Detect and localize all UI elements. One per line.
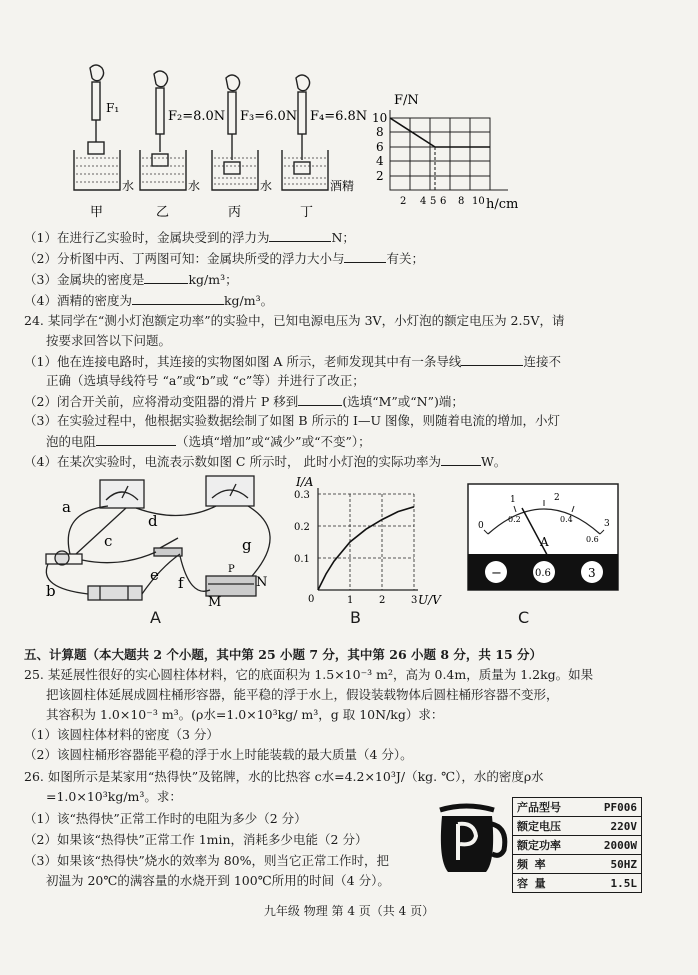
dial-tick: 0 [478,521,484,531]
wire-label-a: a [62,498,71,516]
q23-part3-unit: kg/m³； [188,272,238,287]
x-tick-label: 3 [411,595,418,606]
y-tick: 4 [376,154,384,168]
dial-tick: 0.6 [586,535,599,544]
hand-icon [154,71,168,87]
x-tick: 4 [420,196,427,207]
spec-value: 1.5L [584,874,641,893]
q24-part1-cont: 正确（选填导线符号 “a”或“b”或 “c”等）并进行了改正； [46,373,365,388]
q26-part3: （3）如果该“热得快”烧水的效率为 80%，则当它正常工作时，把 [24,853,389,868]
ammeter-dial [464,478,624,600]
kettle-icon [430,800,508,880]
force-label: F₁ [106,101,120,115]
y-tick: 10 [372,111,388,125]
voltmeter [100,480,144,508]
y-tick-label: 0.3 [294,490,310,501]
rheostat-label: N [256,575,268,590]
dial-tick: 0.4 [560,515,573,524]
spec-row [513,874,642,893]
lamp [55,551,69,565]
y-tick-label: 0.1 [294,554,310,565]
buoyancy-experiment-figure [60,62,400,227]
q26-line-1: 26. 如图所示是某家用“热得快”及铭牌，水的比热容 c水=4.2×10³J/（kg. ℃），水的密度ρ水 [24,769,544,784]
figure-c-label: C [518,608,530,627]
figure-a-label: A [150,608,161,627]
figure-b-label: B [350,608,361,627]
q25-line-2: 把该圆柱体延展成圆柱桶形容器，能平稳的浮于水上，假设装载物体后圆柱桶形容器不变形， [46,687,559,702]
force-label: F₄=6.8N [310,109,368,124]
chart-xlabel: U/V [418,593,441,607]
wire-label-f: f [178,574,184,592]
terminal-0.6: 0.6 [535,568,551,579]
q23-part4 [24,291,674,310]
q26-line-2: =1.0×10³kg/m³。求： [46,789,182,804]
answer-blank[interactable] [144,270,188,284]
q24-part4-text: （4）在某次实验时，电流表示数如图 C 所示时， 此时小灯泡的实际功率为 [24,454,441,469]
dial-unit: A [540,535,549,549]
force-label: F₃=6.0N [240,109,298,124]
q26-part2: （2）如果该“热得快”正常工作 1min，消耗多少电能（2 分） [24,832,368,847]
spec-value: PF006 [603,800,637,814]
q24-part2-tail: (选填“M”或“N”)端； [342,394,464,409]
rheostat [206,576,256,596]
liquid-label: 水 [188,179,201,193]
x-tick-label: 1 [347,595,354,606]
kettle-nameplate [512,797,642,893]
q24-part3-text: 泡的电阻 [46,434,97,449]
force-depth-graph [362,90,534,214]
spec-row [513,836,642,855]
q24-part2 [24,392,674,411]
spec-row [513,817,642,836]
terminal-3: 3 [588,566,596,580]
q25-line-3: 其容积为 1.0×10⁻³ m³。(ρ水=1.0×10³kg/ m³，g 取 10N/kg）求： [46,707,444,722]
spec-row [513,798,642,817]
x-tick: 5 [430,196,437,207]
circuit-figure-a [30,472,286,628]
wire-label-b: b [46,582,56,600]
spec-value: 220V [584,817,641,836]
q24-part3: （3）在实验过程中，他根据实验数据绘制了如图 B 所示的 I—U 图像，则随着电流的增加，小灯 [24,413,561,428]
wire-label-d: d [148,512,158,530]
q23-part3-text: （3）金属块的密度是 [24,272,145,287]
q25-line-1: 25. 某延展性很好的实心圆柱体材料，它的底面积为 1.5×10⁻³ m²，高为 0.4m，质量为 1.2kg。如果 [24,667,594,682]
q23-part2-tail: 有关； [386,251,424,266]
liquid-label: 水 [122,179,135,193]
q24-part4-unit: W。 [480,454,507,469]
dial-tick: 3 [604,519,610,529]
answer-blank[interactable] [96,432,176,446]
spec-row [513,855,642,874]
answer-blank[interactable] [441,452,481,466]
q23-part2-text: （2）分析图中丙、丁两图可知：金属块所受的浮力大小与 [24,251,345,266]
q23-part1 [24,228,674,247]
iu-curve-series [318,507,414,590]
q24-part1-tail: 连接不 [523,354,561,369]
answer-blank[interactable] [298,392,342,406]
q24-part2-text: （2）闭合开关前，应将滑动变阻器的滑片 P 移到 [24,394,299,409]
q24-part4 [24,452,674,471]
dial-tick: 0.2 [508,515,521,524]
answer-blank[interactable] [344,249,386,263]
x-tick-label: 2 [379,595,386,606]
dial-tick: 1 [510,495,516,505]
q24-part3-cont [46,432,696,451]
hand-icon [296,75,310,91]
liquid-label: 酒精 [330,179,355,193]
chart-ylabel: I/A [296,475,314,489]
answer-blank[interactable] [132,291,224,305]
x-tick: 2 [400,196,407,207]
graph-ylabel: F/N [394,93,419,108]
hand-icon [226,75,240,91]
q24-stem-1: 24. 某同学在“测小灯泡额定功率”的实验中，已知电源电压为 3V，小灯泡的额定电压为 2.5V，请 [24,313,565,328]
terminal-minus: − [491,566,502,581]
spec-value: 2000W [584,836,641,855]
q23-part4-unit: kg/m³。 [223,293,274,308]
y-tick: 8 [376,125,384,139]
x-tick: 6 [440,196,447,207]
wire-label-c: c [104,532,113,550]
answer-blank[interactable] [461,352,523,366]
q23-part1-unit: N； [331,230,355,245]
q26-part1: （1）该“热得快”正常工作时的电阻为多少（2 分） [24,811,307,826]
q23-part2 [24,249,674,268]
graph-xlabel: h/cm [486,197,519,212]
ammeter [206,476,254,506]
dial-tick: 2 [554,493,560,503]
setup-label: 丁 [300,205,314,220]
spec-key: 产品型号 [517,801,561,814]
force-label: F₂=8.0N [168,109,226,124]
hand-icon [90,65,104,81]
wire-label-e: e [150,566,159,584]
q25-part2: （2）该圆柱桶形容器能平稳的浮于水上时能装载的最大质量（4 分）。 [24,747,413,762]
q24-part1-text: （1）他在连接电路时，其连接的实物图如图 A 所示，老师发现其中有一条导线 [24,354,462,369]
q25-part1: （1）该圆柱体材料的密度（3 分） [24,727,219,742]
answer-blank[interactable] [269,228,331,242]
chart-origin: 0 [308,594,315,605]
q23-part4-text: （4）酒精的密度为 [24,293,132,308]
spec-key: 容 量 [513,874,585,893]
page-footer: 九年级 物理 第 4 页（共 4 页） [263,904,435,918]
liquid-label: 水 [260,179,273,193]
spec-key: 额定功率 [513,836,585,855]
q24-stem-2: 按要求回答以下问题。 [46,333,172,348]
x-tick: 10 [472,196,485,207]
q24-part1 [24,352,674,371]
spec-key: 频 率 [513,855,585,874]
rheostat-label: P [228,564,235,575]
wire-label-g: g [242,536,252,554]
q23-part1-text: （1）在进行乙实验时，金属块受到的浮力为 [24,230,270,245]
section-5-heading: 五、计算题（本大题共 2 个小题，其中第 25 小题 7 分，其中第 26 小题 8 分，共 15 分） [24,647,543,662]
q23-part3 [24,270,674,289]
y-tick-label: 0.2 [294,522,310,533]
battery [88,586,142,600]
spec-value: 50HZ [584,855,641,874]
x-tick: 8 [458,196,465,207]
rheostat-label: M [208,595,222,610]
q24-part3-tail: （选填“增加”或“减少”或“不变”）； [176,434,371,449]
iu-chart [290,470,450,620]
setup-label: 乙 [156,205,170,220]
q26-part3-cont: 初温为 20℃的满容量的水烧开到 100℃所用的时间（4 分）。 [46,873,390,888]
y-tick: 2 [376,169,384,183]
setup-label: 丙 [228,205,242,220]
spec-key: 额定电压 [513,817,585,836]
y-tick: 6 [376,140,384,154]
setup-label: 甲 [90,205,104,220]
